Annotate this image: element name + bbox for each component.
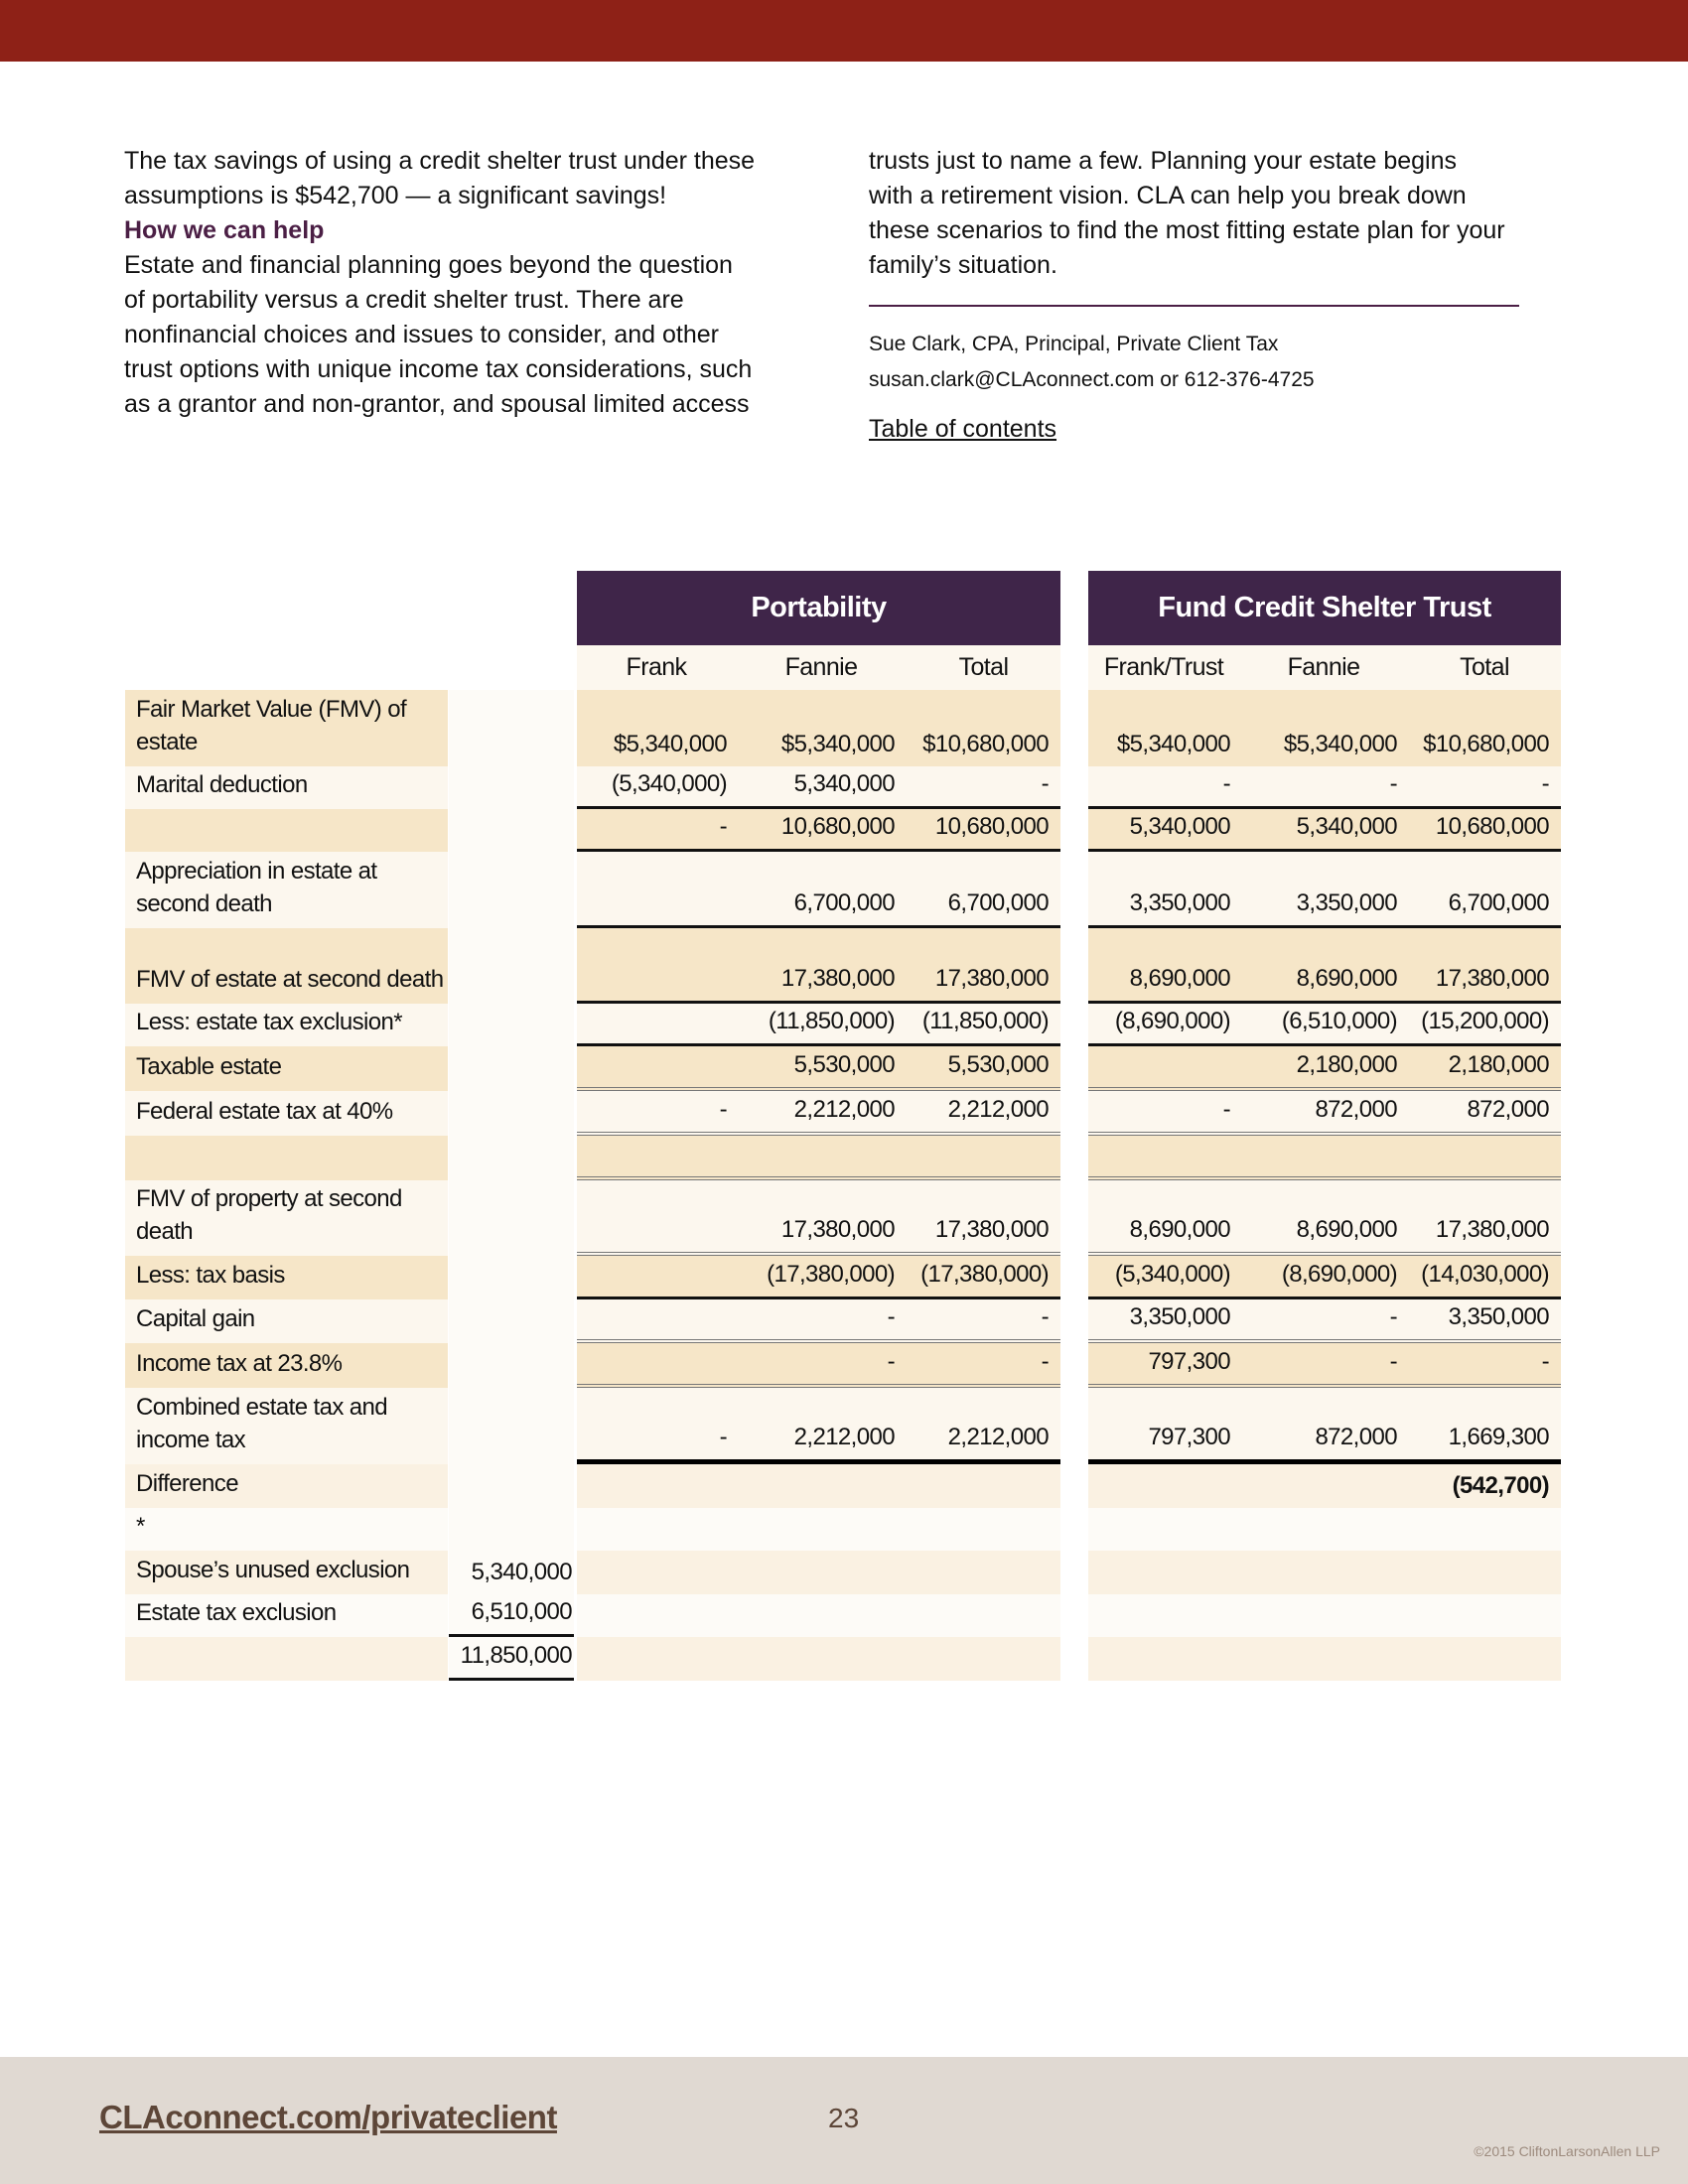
portability-total-cell: 10,680,000 (907, 809, 1060, 852)
row-label (125, 809, 448, 852)
cst-fannie-cell (1241, 1136, 1409, 1180)
row-label: Difference (125, 1464, 448, 1508)
cst-fannie-cell: - (1241, 766, 1409, 809)
divider-rule (869, 305, 1519, 307)
cst-fannie-cell: - (1241, 1299, 1409, 1343)
cst-total-cell: 1,669,300 (1408, 1388, 1561, 1464)
portability-frank-cell: $5,340,000 (577, 690, 739, 766)
cst-total-cell: (542,700) (1408, 1464, 1561, 1508)
row-label: Appreciation in estate at second death (125, 852, 448, 928)
copyright-notice: ©2015 CliftonLarsonAllen LLP (1474, 2143, 1660, 2159)
portability-fannie-cell: 6,700,000 (739, 852, 907, 928)
table-row (125, 1091, 1561, 1136)
cst-frank-trust-cell: 8,690,000 (1088, 928, 1242, 1004)
paragraph-line: trust options with unique income tax considerations, such (124, 355, 753, 383)
cst-fannie-cell: $5,340,000 (1241, 690, 1409, 766)
cst-fannie-cell (1241, 1551, 1409, 1594)
row-label: Spouse’s unused exclusion (125, 1551, 448, 1594)
subtotal-cell (449, 1091, 574, 1136)
portability-fannie-cell (739, 1637, 907, 1681)
cst-frank-trust-cell: (5,340,000) (1088, 1256, 1242, 1299)
table-row (125, 928, 1561, 1004)
portability-total-cell (907, 1508, 1060, 1551)
cst-frank-trust-cell: - (1088, 766, 1242, 809)
row-label: FMV of estate at second death (125, 928, 448, 1004)
portability-frank-cell (577, 1508, 739, 1551)
cst-frank-trust-cell: 3,350,000 (1088, 852, 1242, 928)
cst-total-cell: 10,680,000 (1408, 809, 1561, 852)
column-header-total: Total (907, 645, 1060, 690)
cst-fannie-cell: 5,340,000 (1241, 809, 1409, 852)
portability-frank-cell (577, 1551, 739, 1594)
table-row (125, 1508, 1561, 1551)
intro-line-1: The tax savings of using a credit shelter trust under these (124, 147, 756, 175)
table-row (125, 1180, 1561, 1256)
how-we-can-help-heading: How we can help (124, 216, 325, 244)
column-header-fannie: Fannie (736, 645, 907, 690)
portability-frank-cell (577, 1046, 739, 1091)
author-name: Sue Clark, CPA, Principal, Private Client Tax (869, 333, 1279, 355)
portability-fannie-cell: 2,212,000 (739, 1388, 907, 1464)
portability-fannie-cell (739, 1551, 907, 1594)
cst-fannie-cell: 872,000 (1241, 1388, 1409, 1464)
table-row (125, 766, 1561, 809)
cst-total-cell: $10,680,000 (1408, 690, 1561, 766)
subtotal-cell (449, 1256, 574, 1299)
cst-total-cell: 17,380,000 (1408, 1180, 1561, 1256)
cst-frank-trust-cell: 797,300 (1088, 1343, 1242, 1388)
cst-fannie-cell: 2,180,000 (1241, 1046, 1409, 1091)
table-row (125, 1046, 1561, 1091)
row-label (125, 1637, 448, 1681)
subtotal-cell (449, 1343, 574, 1388)
table-row (125, 852, 1561, 928)
cst-total-cell: 3,350,000 (1408, 1299, 1561, 1343)
subtotal-cell (449, 1046, 574, 1091)
row-label: Marital deduction (125, 766, 448, 809)
portability-fannie-cell (739, 1464, 907, 1508)
portability-total-cell: 5,530,000 (907, 1046, 1060, 1091)
portability-total-cell (907, 1136, 1060, 1180)
portability-fannie-cell (739, 1508, 907, 1551)
portability-total-cell: 6,700,000 (907, 852, 1060, 928)
left-text-column (124, 144, 819, 422)
right-text-column (869, 144, 1584, 447)
intro-line-2: assumptions is $542,700 — a significant savings! (124, 182, 667, 209)
portability-frank-cell (577, 1136, 739, 1180)
portability-frank-cell: - (577, 1091, 739, 1136)
table-row (125, 690, 1561, 766)
portability-frank-cell (577, 1594, 739, 1637)
cst-total-cell (1408, 1136, 1561, 1180)
portability-total-cell: 17,380,000 (907, 928, 1060, 1004)
cst-frank-trust-cell (1088, 1551, 1242, 1594)
portability-frank-cell: - (577, 809, 739, 852)
table-row (125, 1004, 1561, 1046)
subtotal-cell (449, 852, 574, 928)
row-label: Combined estate tax and income tax (125, 1388, 448, 1464)
portability-total-cell: 2,212,000 (907, 1091, 1060, 1136)
portability-total-cell: 2,212,000 (907, 1388, 1060, 1464)
cst-fannie-cell: 8,690,000 (1241, 928, 1409, 1004)
portability-frank-cell: (5,340,000) (577, 766, 739, 809)
subtotal-cell: 11,850,000 (449, 1637, 574, 1681)
page-number: 23 (828, 2103, 860, 2133)
portability-total-cell (907, 1464, 1060, 1508)
paragraph-line: with a retirement vision. CLA can help you break down (869, 182, 1467, 209)
column-header-total: Total (1408, 645, 1561, 690)
cst-total-cell: - (1408, 766, 1561, 809)
portability-fannie-cell (739, 1594, 907, 1637)
subtotal-cell (449, 1004, 574, 1046)
cst-frank-trust-cell (1088, 1508, 1242, 1551)
cst-frank-trust-cell (1088, 1046, 1242, 1091)
cst-frank-trust-cell: $5,340,000 (1088, 690, 1242, 766)
portability-fannie-cell: - (739, 1299, 907, 1343)
subtotal-cell: 5,340,000 (449, 1551, 574, 1594)
cst-total-cell: 872,000 (1408, 1091, 1561, 1136)
table-row (125, 1594, 1561, 1637)
portability-frank-cell (577, 928, 739, 1004)
author-signature (869, 327, 1584, 398)
cst-fannie-cell: (6,510,000) (1241, 1004, 1409, 1046)
row-label: * (125, 1508, 448, 1551)
table-row (125, 1388, 1561, 1464)
portability-total-cell (907, 1551, 1060, 1594)
cst-frank-trust-cell: 797,300 (1088, 1388, 1242, 1464)
subtotal-cell (449, 928, 574, 1004)
cst-fannie-cell: 3,350,000 (1241, 852, 1409, 928)
table-row (125, 809, 1561, 852)
table-row (125, 1299, 1561, 1343)
paragraph-line: of portability versus a credit shelter trust. There are (124, 286, 684, 314)
paragraph-line: nonfinancial choices and issues to consider, and other (124, 321, 719, 348)
cst-fannie-cell: 8,690,000 (1241, 1180, 1409, 1256)
subtotal-cell (449, 1136, 574, 1180)
author-contact: susan.clark@CLAconnect.com or 612-376-4725 (869, 368, 1315, 391)
cst-fannie-cell (1241, 1508, 1409, 1551)
cst-frank-trust-cell: 8,690,000 (1088, 1180, 1242, 1256)
cst-frank-trust-cell: (8,690,000) (1088, 1004, 1242, 1046)
row-label: Estate tax exclusion (125, 1594, 448, 1637)
row-label: Federal estate tax at 40% (125, 1091, 448, 1136)
row-label: Income tax at 23.8% (125, 1343, 448, 1388)
table-row (125, 1637, 1561, 1681)
column-header-frank: Frank (577, 645, 736, 690)
row-label: Fair Market Value (FMV) of estate (125, 690, 448, 766)
row-label: Less: tax basis (125, 1256, 448, 1299)
portability-frank-cell (577, 1180, 739, 1256)
cst-frank-trust-cell: 3,350,000 (1088, 1299, 1242, 1343)
top-color-bar (0, 0, 1688, 62)
cst-total-cell (1408, 1637, 1561, 1681)
paragraph-line: Estate and financial planning goes beyond the question (124, 251, 733, 279)
cst-frank-trust-cell (1088, 1136, 1242, 1180)
table-row (125, 1136, 1561, 1180)
cst-fannie-cell: (8,690,000) (1241, 1256, 1409, 1299)
page-footer (0, 2057, 1688, 2184)
portability-total-cell: (17,380,000) (907, 1256, 1060, 1299)
subtotal-cell (449, 1180, 574, 1256)
portability-fannie-cell: $5,340,000 (739, 690, 907, 766)
portability-frank-cell (577, 1299, 739, 1343)
row-label: Taxable estate (125, 1046, 448, 1091)
row-label: Capital gain (125, 1299, 448, 1343)
portability-frank-cell (577, 1343, 739, 1388)
cst-fannie-cell (1241, 1594, 1409, 1637)
table-row (125, 1551, 1561, 1594)
private-client-link[interactable]: CLAconnect.com/privateclient (99, 2099, 557, 2135)
portability-total-cell: - (907, 766, 1060, 809)
credit-shelter-trust-header: Fund Credit Shelter Trust (1088, 571, 1561, 645)
portability-frank-cell (577, 1637, 739, 1681)
subtotal-cell (449, 1388, 574, 1464)
table-of-contents-link[interactable]: Table of contents (869, 415, 1057, 443)
paragraph-line: these scenarios to find the most fitting estate plan for your (869, 216, 1505, 244)
subtotal-cell (449, 690, 574, 766)
portability-total-cell: - (907, 1299, 1060, 1343)
subtotal-cell (449, 1508, 574, 1551)
cst-frank-trust-cell: 5,340,000 (1088, 809, 1242, 852)
portability-fannie-cell: 5,530,000 (739, 1046, 907, 1091)
cst-frank-trust-cell (1088, 1594, 1242, 1637)
subtotal-cell (449, 1299, 574, 1343)
cst-total-cell: (14,030,000) (1408, 1256, 1561, 1299)
portability-fannie-cell: (17,380,000) (739, 1256, 907, 1299)
cst-fannie-cell: - (1241, 1343, 1409, 1388)
cst-frank-trust-cell: - (1088, 1091, 1242, 1136)
cst-total-cell (1408, 1594, 1561, 1637)
portability-frank-cell (577, 1464, 739, 1508)
cst-total-cell: - (1408, 1343, 1561, 1388)
cst-total-cell: 2,180,000 (1408, 1046, 1561, 1091)
row-label (125, 1136, 448, 1180)
row-label: FMV of property at second death (125, 1180, 448, 1256)
paragraph-line: family’s situation. (869, 251, 1057, 279)
portability-frank-cell: - (577, 1388, 739, 1464)
portability-fannie-cell (739, 1136, 907, 1180)
portability-total-cell (907, 1637, 1060, 1681)
portability-frank-cell (577, 852, 739, 928)
subtotal-cell (449, 1464, 574, 1508)
cst-fannie-cell (1241, 1464, 1409, 1508)
portability-fannie-cell: 5,340,000 (739, 766, 907, 809)
subtotal-cell (449, 809, 574, 852)
paragraph-line: as a grantor and non-grantor, and spousal limited access (124, 390, 750, 418)
column-header-frank-trust: Frank/Trust (1088, 645, 1239, 690)
table-row (125, 1343, 1561, 1388)
cst-fannie-cell (1241, 1637, 1409, 1681)
subtotal-cell: 6,510,000 (449, 1594, 574, 1637)
cst-frank-trust-cell (1088, 1637, 1242, 1681)
portability-total-cell: 17,380,000 (907, 1180, 1060, 1256)
portability-frank-cell (577, 1256, 739, 1299)
cst-total-cell (1408, 1508, 1561, 1551)
cst-total-cell: 17,380,000 (1408, 928, 1561, 1004)
portability-total-cell (907, 1594, 1060, 1637)
paragraph-line: trusts just to name a few. Planning your estate begins (869, 147, 1458, 175)
portability-fannie-cell: 17,380,000 (739, 928, 907, 1004)
subtotal-cell (449, 766, 574, 809)
portability-fannie-cell: (11,850,000) (739, 1004, 907, 1046)
portability-fannie-cell: 2,212,000 (739, 1091, 907, 1136)
column-header-fannie: Fannie (1239, 645, 1408, 690)
table-row (125, 1464, 1561, 1508)
cst-frank-trust-cell (1088, 1464, 1242, 1508)
cst-total-cell: (15,200,000) (1408, 1004, 1561, 1046)
cst-total-cell (1408, 1551, 1561, 1594)
portability-total-cell: $10,680,000 (907, 690, 1060, 766)
portability-total-cell: - (907, 1343, 1060, 1388)
cst-fannie-cell: 872,000 (1241, 1091, 1409, 1136)
row-label: Less: estate tax exclusion* (125, 1004, 448, 1046)
portability-frank-cell (577, 1004, 739, 1046)
portability-total-cell: (11,850,000) (907, 1004, 1060, 1046)
portability-header: Portability (577, 571, 1060, 645)
table-row (125, 1256, 1561, 1299)
portability-fannie-cell: 17,380,000 (739, 1180, 907, 1256)
portability-fannie-cell: 10,680,000 (739, 809, 907, 852)
cst-total-cell: 6,700,000 (1408, 852, 1561, 928)
portability-fannie-cell: - (739, 1343, 907, 1388)
